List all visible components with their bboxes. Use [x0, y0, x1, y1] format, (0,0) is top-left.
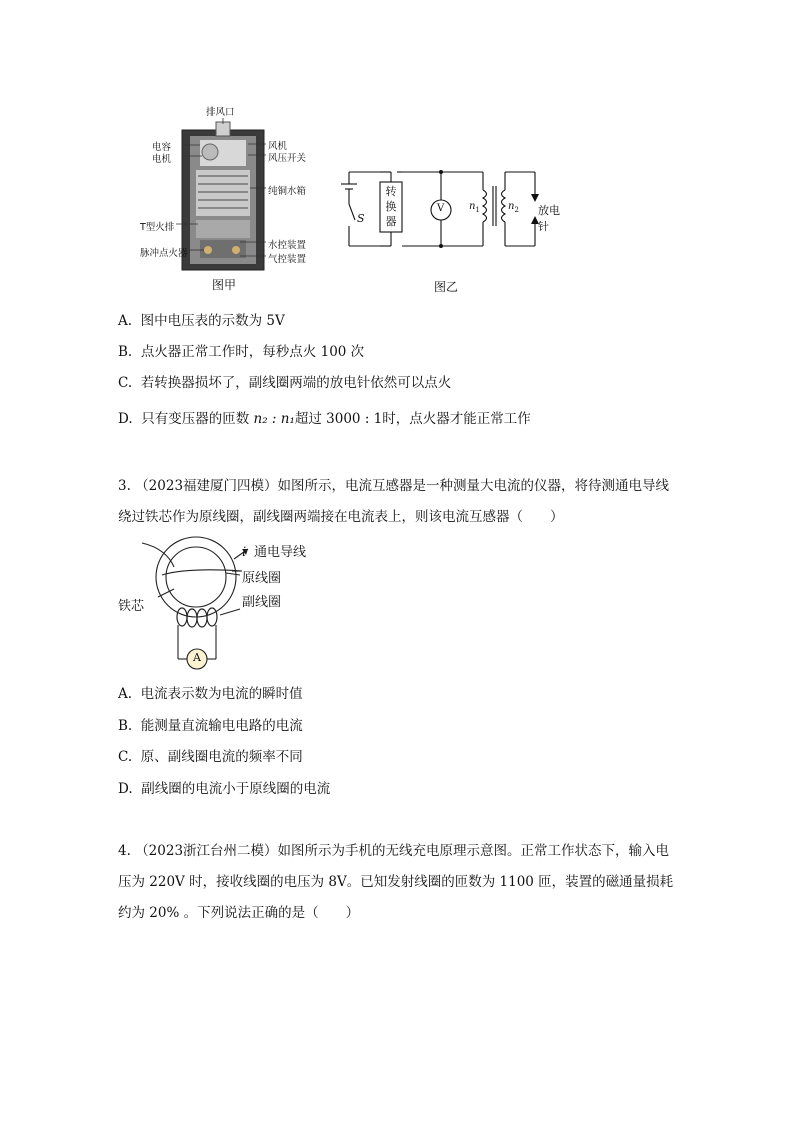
converter-char-2: 换: [385, 200, 397, 213]
q2-option-a: [118, 311, 285, 331]
label-current-i: i: [242, 545, 247, 560]
option-key: D.: [118, 781, 133, 797]
q3-option-a: [118, 684, 303, 704]
converter-char-3: 器: [385, 215, 397, 228]
option-text: 图中电压表的示数为 5V: [140, 313, 285, 329]
label-igniter: 脉冲点火器: [140, 248, 188, 259]
label-n2: [508, 201, 519, 214]
label-tank: 纯铜水箱: [268, 186, 307, 197]
q3-stem: 3. （2023福建厦门四模）如图所示，电流互感器是一种测量大电流的仪器，将待测通电导线绕过铁芯作为原线圈，副线圈两端接在电流表上，则该电流互感器（ ）: [118, 478, 670, 525]
ignition-circuit: [335, 160, 565, 260]
option-key: C.: [118, 749, 133, 765]
label-gas-ctrl: 气控装置: [268, 254, 307, 265]
water-heater-photo: [140, 100, 320, 300]
q4-stem: 4. （2023浙江台州二模）如图所示为手机的无线充电原理示意图。正常工作状态下，输入电压为 220V 时，接收线圈的电压为 8V。已知发射线圈的匝数为 1100 匝，装置的磁通量损耗约为 20% 。下列说法正确的是（ ）: [118, 843, 674, 921]
option-key: A.: [118, 686, 133, 702]
label-pressure-switch: 风压开关: [268, 153, 307, 164]
label-needle: 放电针: [538, 204, 560, 233]
q3-option-c: [118, 747, 303, 767]
q2-option-c: [118, 373, 451, 393]
option-key: A.: [118, 313, 133, 329]
label-exhaust: 排风口: [206, 107, 235, 118]
option-text: 能测量直流输电电路的电流: [140, 718, 303, 734]
figure-jia: [140, 100, 320, 300]
label-fan: 风机: [268, 141, 288, 152]
q3-option-d: [118, 779, 330, 799]
label-n1: [469, 201, 480, 214]
label-secondary: 副线圈: [242, 595, 282, 610]
option-key: B.: [118, 344, 133, 360]
converter-box-label: [381, 184, 401, 229]
q2-option-d: [118, 409, 531, 429]
option-key: C.: [118, 375, 133, 391]
label-core: 铁芯: [118, 599, 145, 614]
label-switch-s: S: [357, 212, 365, 225]
option-text-pre: 只有变压器的匝数: [141, 411, 254, 427]
label-capacitor: 电容: [152, 142, 172, 153]
turns-ratio: n₂ : n₁: [253, 411, 295, 427]
converter-char-1: 转: [385, 185, 397, 198]
option-key: D.: [118, 411, 133, 427]
label-wire: 通电导线: [254, 545, 307, 560]
option-text: 点火器正常工作时，每秒点火 100 次: [140, 344, 365, 360]
q2-option-b: [118, 342, 364, 362]
figure-yi: [335, 160, 565, 300]
q3-figure: [112, 535, 332, 675]
label-water-ctrl: 水控装置: [268, 240, 307, 251]
option-key: B.: [118, 718, 133, 734]
option-text: 原、副线圈电流的频率不同: [140, 749, 303, 765]
ammeter-label: A: [193, 651, 201, 664]
label-burner: T型火排: [140, 222, 175, 233]
n1-symbol: n: [469, 201, 476, 212]
n1-subscript: 1: [475, 206, 480, 214]
option-text: 副线圈的电流小于原线圈的电流: [141, 781, 331, 797]
label-primary: 原线圈: [242, 571, 282, 586]
label-motor: 电机: [152, 154, 172, 165]
caption-jia: 图甲: [212, 278, 237, 292]
option-text: 电流表示数为电流的瞬时值: [140, 686, 303, 702]
q3-option-b: [118, 716, 303, 736]
caption-yi: 图乙: [434, 280, 459, 294]
n2-symbol: n: [508, 201, 515, 212]
option-text: 若转换器损坏了，副线圈两端的放电针依然可以点火: [140, 375, 452, 391]
voltmeter-label: V: [437, 203, 445, 214]
n2-subscript: 2: [514, 206, 519, 214]
option-text-post: 超过 3000 : 1时，点火器才能正常工作: [294, 411, 531, 427]
